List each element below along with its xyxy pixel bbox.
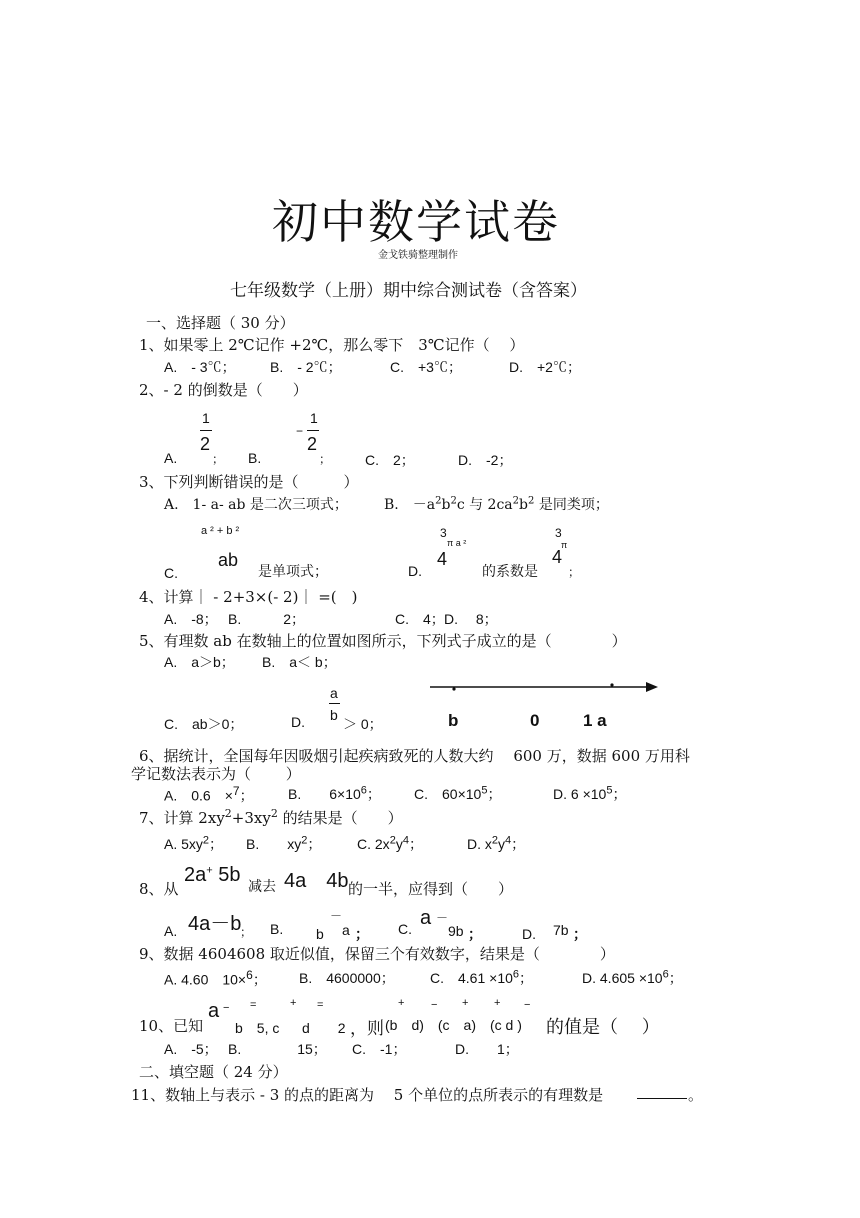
question-6-stem-line1: 6、据统计，全国每年因吸烟引起疾病致死的人数大约 600 万，数据 600 万用科 [139, 747, 690, 765]
q7-option-a: A. $5xy^2$； [164, 834, 224, 852]
question-7-stem: 7、计算 $2xy^2+3xy^2$ 的结果是（ ） [139, 807, 403, 827]
q5-d-label: D. [291, 714, 305, 730]
q6-option-a: A. 0.6 ×$^7$； [164, 784, 254, 804]
q2-a-semicolon: ； [212, 452, 225, 466]
q10-sign-minus3: − [524, 999, 531, 1011]
q10-eq2: = [317, 999, 324, 1011]
q3-d-semicolon: ； [568, 565, 581, 579]
q1-option-c: C. +3℃； [390, 359, 462, 375]
q3-d-pi-a2: π a ² [447, 538, 467, 548]
q3-c-text: 是单项式； [258, 564, 328, 580]
q10-sign-minus2: − [431, 999, 438, 1011]
question-4-stem: 4、计算｜ - 2+3×(- 2)｜ =( ) [139, 588, 358, 606]
q7-option-b: B. $xy^2$； [246, 834, 322, 852]
section-heading-fill: 二、填空题（ 24 分） [139, 1063, 288, 1081]
q4-option-d: D. 8； [444, 611, 498, 627]
q1-option-d: D. +2℃； [509, 359, 581, 375]
q9-option-a: A. 4.60 10×$^6$； [164, 968, 267, 988]
q5-option-c: C. ab＞0； [164, 716, 244, 732]
q10-eq1: = [250, 999, 257, 1011]
q2-option-c: C. 2； [365, 452, 415, 468]
question-1-stem: 1、如果零上 2℃记作 +2℃，那么零下 3℃记作（ ） [139, 336, 525, 354]
q3-c-denominator: ab [218, 550, 239, 570]
q8-c-semicolon: ； [468, 926, 482, 942]
question-9-stem: 9、数据 4604608 取近似值，保留三个有效数字，结果是（ ） [139, 945, 615, 963]
q10-d2: d 2 [302, 1020, 346, 1036]
q1-option-a: A. - 3℃； [164, 359, 236, 375]
q10-option-b: B. 15； [228, 1041, 327, 1057]
q6-option-b: B. $6\times 10^6$； [288, 784, 381, 802]
q10-b5c: b 5, c [235, 1020, 280, 1036]
q6-option-c: C. $60\times 10^5$； [414, 784, 502, 802]
q2-b-denominator: 2 [307, 434, 318, 454]
q8-c-label: C. [398, 921, 412, 937]
q8-tail: 的一半，应得到（ ） [348, 880, 514, 898]
exam-subtitle: 七年级数学（上册）期中综合测试卷（含答案） [230, 281, 587, 301]
q10-tail: 的值是（ ） [546, 1017, 660, 1038]
number-line-label-b: b [448, 711, 459, 730]
q3-c-numerator: a ² + b ² [201, 525, 240, 537]
q3-d-coef-denominator: 4 [552, 547, 563, 567]
q1-option-b: B. - 2℃； [270, 359, 342, 375]
q8-c-minus: － [436, 911, 449, 925]
question-2-stem: 2、- 2 的倒数是（ ） [139, 381, 308, 399]
page-title: 初中数学试卷 [272, 195, 560, 249]
q8-a-semicolon: ； [240, 925, 253, 939]
q9-option-c: C. $4.61 \times 10^6$； [430, 968, 534, 986]
q9-option-b: B. 4600000； [299, 970, 395, 986]
q2-a-fraction-bar [200, 430, 212, 431]
q3-d-label: D. [408, 563, 422, 579]
q5-d-numerator: a [330, 685, 338, 701]
q3-c-label: C. [164, 565, 178, 581]
q2-b-label: B. [248, 450, 262, 466]
question-11-stem: 11、数轴上与表示 - 3 的点的距离为 5 个单位的点所表示的有理数是 [131, 1086, 604, 1104]
q10-option-a: A. -5； [164, 1041, 218, 1057]
q10-option-c: C. -1； [352, 1041, 407, 1057]
q10-option-d: D. 1； [455, 1041, 519, 1057]
q11-answer-blank [637, 1098, 687, 1099]
q3-d-text: 的系数是 [482, 564, 538, 580]
q8-c-9b: 9b [448, 923, 464, 939]
question-6-stem-line2: 学记数法表示为（ ） [131, 765, 301, 783]
q5-d-text: ＞ 0； [343, 716, 383, 732]
q4-option-c: C. 4； [395, 611, 445, 627]
q2-b-numerator: 1 [310, 410, 318, 426]
q10-then: ，则 [350, 1019, 384, 1039]
q10-plus1: + [290, 997, 297, 1009]
q10-a: a [208, 1000, 220, 1022]
number-line-label-0: 0 [530, 711, 540, 730]
q8-b-b: b [316, 926, 324, 942]
q2-option-d: D. -2； [458, 452, 513, 468]
number-line [428, 678, 660, 696]
q4-option-b: B. 2； [228, 611, 306, 627]
q2-b-semicolon: ； [319, 452, 332, 466]
q3-d-coef-pi: π [561, 540, 568, 550]
q8-a-label: A. [164, 923, 178, 939]
maker-credit: 金戈铁骑整理制作 [378, 250, 458, 261]
q11-tail: 。 [688, 1086, 704, 1104]
q2-a-label: A. [164, 450, 178, 466]
q8-c-a: a [420, 907, 432, 929]
q2-b-fraction-bar [307, 430, 319, 431]
section-heading-choice: 一、选择题（ 30 分） [146, 314, 295, 332]
q2-a-numerator: 1 [202, 410, 210, 426]
q10-sign-plus2: + [398, 997, 405, 1009]
q5-option-a: A. a＞b； [164, 654, 235, 670]
q8-a-expr: 4a－b [188, 913, 242, 935]
q10-minus1: − [223, 1002, 230, 1014]
q3-d-denominator: 4 [437, 549, 448, 569]
q10-sign-plus4: + [494, 997, 501, 1009]
q6-option-d: D. $6 \times 10^5$； [553, 784, 627, 802]
q8-b-semicolon: ； [355, 926, 369, 942]
q5-d-fraction-bar [329, 703, 340, 704]
q3-option-a: A. 1- a- ab 是二次三项式； [164, 497, 348, 513]
q8-b-a: a [342, 922, 350, 938]
q9-option-d: D. $4.605 \times 10^6$； [582, 968, 683, 986]
question-3-stem: 3、下列判断错误的是（ ） [139, 473, 359, 491]
q8-minus-word: 减去 [248, 879, 276, 895]
q8-expr2: 4a 4b [284, 870, 349, 892]
q2-b-minus: − [296, 424, 304, 438]
q10-sign-plus3: + [462, 997, 469, 1009]
q5-option-b: B. a＜ b； [262, 654, 337, 670]
q3-d-coef-numerator: 3 [555, 526, 562, 540]
q8-d-label: D. [522, 926, 536, 942]
q7-option-d: D. $x^2y^4$； [467, 834, 526, 852]
q7-option-c: C. $2x^2y^4$； [357, 834, 423, 852]
q8-b-label: B. [270, 921, 284, 937]
q2-a-denominator: 2 [200, 434, 211, 454]
q8-d-semicolon: ； [573, 926, 587, 942]
q8-b-bar: － [330, 909, 343, 923]
q5-d-denominator: b [330, 707, 338, 723]
number-line-label-1a: 1 a [583, 711, 607, 730]
q10-known: 10、已知 [139, 1017, 204, 1035]
question-5-stem: 5、有理数 ab 在数轴上的位置如图所示，下列式子成立的是（ ） [139, 632, 627, 650]
q8-d-expr: 7b [553, 922, 569, 938]
q3-d-numerator: 3 [440, 526, 447, 540]
q3-option-b: B. $-a^2b^2c$ 与 $2ca^2b^2$ 是同类项； [384, 495, 609, 513]
q8-from: 8、从 [139, 880, 179, 898]
q10-expr: (b d) (c a) (c d ) [385, 1017, 522, 1033]
q8-expr1: 2a+ 5b [184, 864, 241, 886]
q4-option-a: A. -8； [164, 611, 218, 627]
